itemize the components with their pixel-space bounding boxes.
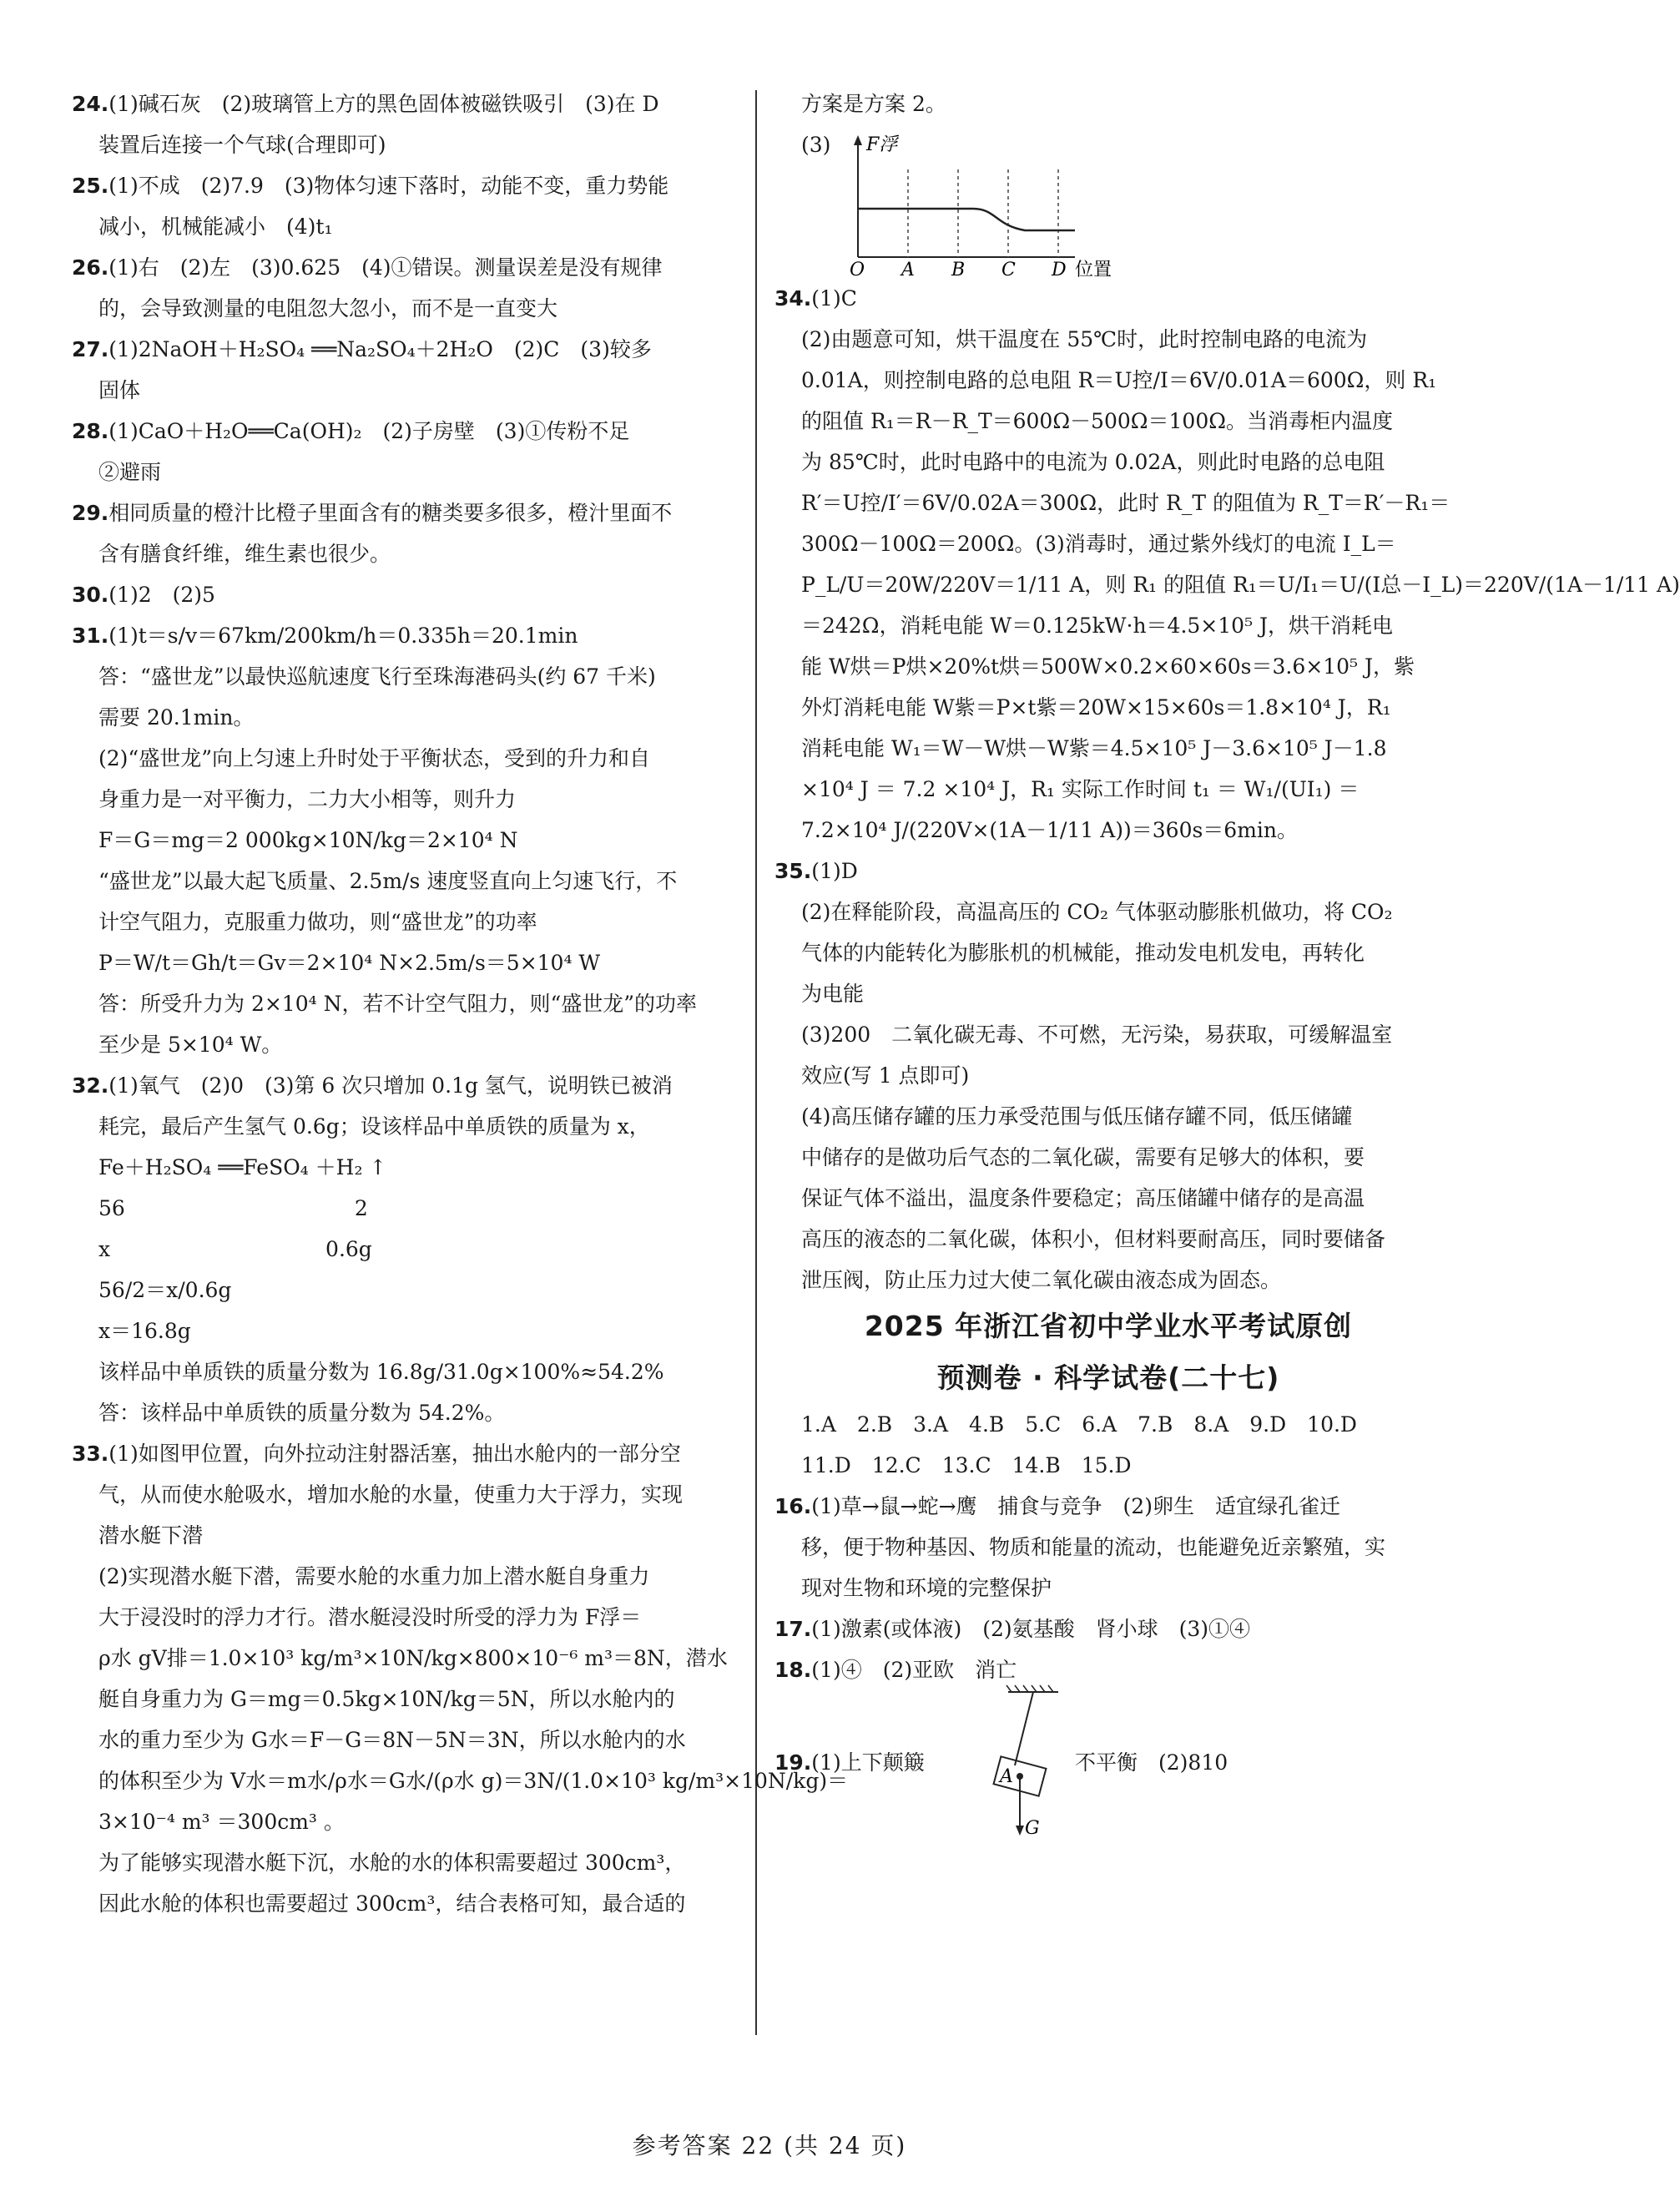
- question-number: 26.: [72, 255, 109, 280]
- answer-text: (1)氧气 (2)0 (3)第 6 次只增加 0.1g 氢气，说明铁已被消: [108, 1073, 673, 1098]
- answer-line: [774, 1219, 1442, 1260]
- answer-text: 因此水舱的体积也需要超过 300cm³，结合表格可知，最合适的: [98, 1891, 686, 1916]
- answer-text: P＝W/t＝Gh/t＝Gv＝2×10⁴ N×2.5m/s＝5×10⁴ W: [98, 951, 601, 975]
- graph-point-c: C: [1001, 260, 1016, 280]
- answer-line: [774, 564, 1680, 605]
- answer-text: R′＝U控/I′＝6V/0.02A＝300Ω，此时 R_T 的阻值为 R_T＝R′－R₁＝: [801, 491, 1450, 515]
- graph-point-b: B: [951, 260, 966, 280]
- answer-line: [774, 523, 1442, 564]
- answer-text: 能 W烘＝P烘×20%t烘＝500W×0.2×60×60s＝3.6×10⁵ J，紫: [801, 654, 1415, 679]
- answer-line: [72, 901, 739, 942]
- answer-line: [774, 1137, 1442, 1178]
- answer-text: (3): [801, 133, 831, 157]
- question-line: [774, 278, 1442, 319]
- answer-text: 需要 20.1min。: [98, 705, 255, 730]
- answer-text: 现对生物和环境的完整保护: [801, 1576, 1052, 1600]
- answer-text: 答：该样品中单质铁的质量分数为 54.2%。: [98, 1401, 506, 1425]
- answer-text: 300Ω－100Ω＝200Ω。(3)消毒时，通过紫外线灯的电流 I_L＝: [801, 532, 1396, 556]
- answer-text: (1)草→鼠→蛇→鹰 捕食与竞争 (2)卵生 适宜绿孔雀迁: [811, 1494, 1340, 1518]
- answer-text: x 0.6g: [98, 1237, 372, 1261]
- answer-text: 外灯消耗电能 W紫＝P×t紫＝20W×15×60s＝1.8×10⁴ J，R₁: [801, 695, 1391, 720]
- answer-line: [774, 1527, 1442, 1568]
- question-line: [774, 1649, 1442, 1690]
- question-19: [774, 1690, 1442, 1849]
- answer-line: [774, 1178, 1442, 1219]
- answer-text: 的，会导致测量的电阻忽大忽小，而不是一直变大: [98, 296, 558, 321]
- question-line: [72, 574, 739, 615]
- answer-line: [774, 1404, 1442, 1445]
- answer-text: 7.2×10⁴ J/(220V×(1A－1/11 A))＝360s＝6min。: [801, 818, 1299, 842]
- answer-line: [72, 1638, 739, 1679]
- answer-text: “盛世龙”以最大起飞质量、2.5m/s 速度竖直向上匀速飞行，不: [98, 869, 678, 893]
- answer-line: [774, 360, 1442, 401]
- answer-text: 身重力是一对平衡力，二力大小相等，则升力: [98, 787, 517, 811]
- graph-point-d: D: [1052, 260, 1067, 280]
- answer-line: [72, 124, 739, 165]
- question-number: 29.: [72, 501, 109, 525]
- answer-line: [774, 687, 1442, 728]
- question-number: 17.: [774, 1617, 812, 1641]
- answer-line: [72, 1147, 739, 1188]
- answer-line: [774, 1096, 1442, 1137]
- answer-line: [774, 728, 1442, 769]
- answer-text: 装置后连接一个气球(合理即可): [98, 133, 386, 157]
- question-number: 24.: [72, 92, 109, 116]
- answer-text: P_L/U＝20W/220V＝1/11 A，则 R₁ 的阻值 R₁＝U/I₁＝U/(I总－I_L)＝220V/(1A－1/11 A): [801, 573, 1680, 597]
- answer-text: 潜水艇下潜: [98, 1523, 204, 1548]
- answer-line: [72, 1311, 739, 1351]
- answer-line: [774, 810, 1442, 851]
- answer-text: (1)CaO＋H₂O══Ca(OH)₂ (2)子房壁 (3)①传粉不足: [108, 419, 630, 443]
- answer-line: [72, 1229, 739, 1270]
- buoyancy-position-graph: [825, 132, 1175, 278]
- question-number: 25.: [72, 174, 109, 198]
- graph-origin: O: [850, 260, 865, 280]
- graph-y-label: F浮: [866, 134, 898, 155]
- question-number: 31.: [72, 624, 109, 648]
- answer-text: 1.A 2.B 3.A 4.B 5.C 6.A 7.B 8.A 9.D 10.D: [801, 1412, 1357, 1437]
- answer-text: (1)不成 (2)7.9 (3)物体匀速下落时，动能不变，重力势能: [108, 174, 669, 198]
- answer-line: [72, 656, 739, 697]
- answer-line: [72, 1188, 739, 1229]
- question-number: 16.: [774, 1494, 812, 1518]
- answer-text: Fe＋H₂SO₄ ══FeSO₄ ＋H₂ ↑: [98, 1155, 387, 1179]
- answer-text: 含有膳食纤维，维生素也很少。: [98, 542, 391, 566]
- answer-text: 水的重力至少为 G水＝F－G＝8N－5N＝3N，所以水舱内的水: [98, 1728, 686, 1752]
- answer-line: [72, 1515, 739, 1556]
- answer-text: ＝242Ω，消耗电能 W＝0.125kW·h＝4.5×10⁵ J，烘干消耗电: [801, 614, 1394, 638]
- answer-text: (1)激素(或体液) (2)氨基酸 肾小球 (3)①④: [811, 1617, 1251, 1641]
- answer-text: (1)2 (2)5: [108, 583, 215, 607]
- answer-line: [72, 1801, 739, 1842]
- answer-line: [774, 1055, 1442, 1096]
- answer-text: 至少是 5×10⁴ W。: [98, 1033, 283, 1057]
- q19-answer-1: (1)上下颠簸: [811, 1750, 925, 1775]
- answer-text: (3)200 二氧化碳无毒、不可燃，无污染，易获取，可缓解温室: [801, 1023, 1393, 1047]
- answer-text: 艇自身重力为 G＝mg＝0.5kg×10N/kg＝5N，所以水舱内的: [98, 1687, 675, 1711]
- answer-text: 答：“盛世龙”以最快巡航速度飞行至珠海港码头(约 67 千米): [98, 664, 656, 689]
- answer-text: 大于浸没时的浮力才行。潜水艇浸没时所受的浮力为 F浮＝: [98, 1605, 642, 1629]
- answer-line: [774, 401, 1442, 442]
- section-title-line-2: 预测卷 · 科学试卷(二十七): [936, 1361, 1280, 1394]
- question-line: [72, 329, 739, 370]
- question-line: [72, 165, 739, 206]
- page-footer: 参考答案 22 (共 24 页): [632, 2132, 907, 2159]
- question-line: [72, 411, 739, 452]
- answer-text: 高压的液态的二氧化碳，体积小，但材料要耐高压，同时要储备: [801, 1227, 1386, 1251]
- answer-line: [72, 370, 739, 411]
- answer-text: x＝16.8g: [98, 1319, 191, 1343]
- question-number: 18.: [774, 1658, 812, 1682]
- answer-line: [774, 932, 1442, 973]
- question-line: [774, 1486, 1442, 1527]
- question-line: [72, 492, 739, 533]
- answer-text: 气，从而使水舱吸水，增加水舱的水量，使重力大于浮力，实现: [98, 1482, 684, 1507]
- question-line: [72, 83, 739, 124]
- answer-text: (4)高压储存罐的压力承受范围与低压储存罐不同，低压储罐: [801, 1104, 1353, 1129]
- answer-text: 56/2＝x/0.6g: [98, 1278, 232, 1302]
- answer-text: 相同质量的橙汁比橙子里面含有的糖类要多很多，橙汁里面不: [108, 501, 673, 525]
- answer-line: [72, 1597, 739, 1638]
- answer-text: 56 2: [98, 1196, 368, 1220]
- answer-line: [72, 983, 739, 1024]
- question-number: 30.: [72, 583, 109, 607]
- answer-line: [72, 1883, 739, 1924]
- answer-text: 为 85℃时，此时电路中的电流为 0.02A，则此时电路的总电阻: [801, 450, 1385, 474]
- answer-text: 为了能够实现潜水艇下沉，水舱的水的体积需要超过 300cm³，: [98, 1851, 686, 1875]
- answer-line: [774, 1445, 1442, 1486]
- answer-text: 消耗电能 W₁＝W－W烘－W紫＝4.5×10⁵ J－3.6×10⁵ J－1.8: [801, 736, 1387, 760]
- answer-text: 效应(写 1 点即可): [801, 1063, 970, 1088]
- answer-text: (1)t＝s/v＝67km/200km/h＝0.335h＝20.1min: [108, 624, 578, 648]
- answer-text: F＝G＝mg＝2 000kg×10N/kg＝2×10⁴ N: [98, 828, 518, 852]
- answer-text: (1)④ (2)亚欧 消亡: [811, 1658, 1017, 1682]
- answer-text: ρ水 gV排＝1.0×10³ kg/m³×10N/kg×800×10⁻⁶ m³＝8N，潜水: [98, 1646, 728, 1670]
- answer-line: [72, 1270, 739, 1311]
- question-number: 19.: [774, 1750, 812, 1775]
- graph-point-a: A: [901, 260, 915, 280]
- question-line: [774, 1609, 1442, 1649]
- graph-curve: [858, 209, 1075, 230]
- section-title: [774, 1300, 1442, 1404]
- answer-line: [72, 1392, 739, 1433]
- answer-line: [774, 1260, 1442, 1300]
- answer-text: 移，便于物种基因、物质和能量的流动，也能避免近亲繁殖，实: [801, 1535, 1386, 1559]
- graph-x-label: 位置: [1075, 260, 1112, 280]
- answer-text: (2)“盛世龙”向上匀速上升时处于平衡状态，受到的升力和自: [98, 746, 650, 770]
- answer-line: [774, 646, 1442, 687]
- answer-line: [72, 1474, 739, 1515]
- question-number: 34.: [774, 286, 812, 311]
- answer-line: [72, 1351, 739, 1392]
- answer-line: [72, 1106, 739, 1147]
- answer-line: [774, 442, 1442, 482]
- answer-line: [72, 942, 739, 983]
- answer-text: (1)碱石灰 (2)玻璃管上方的黑色固体被磁铁吸引 (3)在 D: [108, 92, 659, 116]
- answer-line: [72, 452, 739, 492]
- answer-text: (1)C: [811, 286, 857, 311]
- svg-text:A: A: [1000, 1766, 1013, 1787]
- answer-line: [72, 697, 739, 738]
- answer-line: [774, 1014, 1442, 1055]
- answer-text: 的阻值 R₁＝R－R_T＝600Ω－500Ω＝100Ω。当消毒柜内温度: [801, 409, 1393, 433]
- answer-line: [72, 1842, 739, 1883]
- q19-answer-2: 不平衡 (2)810: [1075, 1750, 1228, 1775]
- answer-line: [72, 1024, 739, 1065]
- answer-text: (1)2NaOH＋H₂SO₄ ══Na₂SO₄＋2H₂O (2)C (3)较多: [108, 337, 652, 361]
- answer-text: 固体: [98, 378, 141, 402]
- answer-line: [72, 288, 739, 329]
- answer-line: [774, 769, 1442, 810]
- answer-text: 耗完，最后产生氢气 0.6g；设该样品中单质铁的质量为 x，: [98, 1114, 650, 1139]
- answer-line: [72, 206, 739, 247]
- question-number: 33.: [72, 1442, 109, 1466]
- answer-line: [72, 820, 739, 861]
- answer-line: [774, 891, 1442, 932]
- answer-text: 3×10⁻⁴ m³ ＝300cm³ 。: [98, 1810, 345, 1834]
- answer-text: (1)如图甲位置，向外拉动注射器活塞，抽出水舱内的一部分空: [108, 1442, 681, 1466]
- answer-text: ×10⁴ J ＝ 7.2 ×10⁴ J，R₁ 实际工作时间 t₁ ＝ W₁/(UI₁) ＝: [801, 777, 1360, 801]
- answer-line: [72, 1679, 739, 1720]
- answer-text: 计空气阻力，克服重力做功，则“盛世龙”的功率: [98, 910, 537, 934]
- answer-line: [72, 779, 739, 820]
- answer-line: [72, 738, 739, 779]
- question-line: [72, 615, 739, 656]
- answer-text: 减小，机械能减小 (4)t₁: [98, 215, 333, 239]
- question-line: [72, 1433, 739, 1474]
- answer-line: [72, 1720, 739, 1760]
- answer-text: (2)实现潜水艇下潜，需要水舱的水重力加上潜水艇自身重力: [98, 1564, 650, 1588]
- column-divider: [755, 90, 757, 2035]
- pendulum-diagram: [925, 1682, 1058, 1841]
- graph-y-arrow: [854, 135, 862, 145]
- answer-text: 中储存的是做功后气态的二氧化碳，需要有足够大的体积，要: [801, 1145, 1365, 1169]
- question-number: 27.: [72, 337, 109, 361]
- answer-text: 方案是方案 2。: [801, 92, 946, 116]
- answer-text: (2)在释能阶段，高温高压的 CO₂ 气体驱动膨胀机做功，将 CO₂: [801, 900, 1393, 924]
- answer-line: [774, 605, 1442, 646]
- answer-line: [774, 482, 1450, 523]
- answer-text: 0.01A，则控制电路的总电阻 R＝U控/I＝6V/0.01A＝600Ω，则 R₁: [801, 368, 1437, 392]
- question-line: [774, 851, 1442, 891]
- answer-text: (1)D: [811, 859, 858, 883]
- question-number: 35.: [774, 859, 812, 883]
- answer-line: [774, 83, 1442, 124]
- right-column: [774, 83, 1680, 1849]
- answer-text: 气体的内能转化为膨胀机的机械能，推动发电机发电，再转化: [801, 941, 1365, 965]
- answer-text: 保证气体不溢出，温度条件要稳定；高压储罐中储存的是高温: [801, 1186, 1365, 1210]
- answer-text: ②避雨: [98, 460, 162, 484]
- answer-text: 为电能: [801, 982, 865, 1006]
- pendulum-string: [1015, 1692, 1033, 1765]
- section-title-line-1: 2025 年浙江省初中学业水平考试原创: [864, 1310, 1353, 1342]
- answer-line: [774, 1568, 1442, 1609]
- answer-text: 泄压阀，防止压力过大使二氧化碳由液态成为固态。: [801, 1268, 1282, 1292]
- question-line: [72, 247, 739, 288]
- answer-text: 11.D 12.C 13.C 14.B 15.D: [801, 1453, 1132, 1477]
- question-line: [72, 1065, 739, 1106]
- question-number: 32.: [72, 1073, 109, 1098]
- question-number: 28.: [72, 419, 109, 443]
- answer-text: (2)由题意可知，烘干温度在 55℃时，此时控制电路的电流为: [801, 327, 1368, 351]
- answer-line: [72, 533, 739, 574]
- answer-text: 的体积至少为 V水＝m水/ρ水＝G水/(ρ水 g)＝3N/(1.0×10³ kg/m³×10N/kg)＝: [98, 1769, 849, 1793]
- answer-line: [72, 861, 739, 901]
- answer-line: [72, 1556, 739, 1597]
- answer-line: [774, 319, 1442, 360]
- answer-text: 该样品中单质铁的质量分数为 16.8g/31.0g×100%≈54.2%: [98, 1360, 664, 1384]
- answer-text: 答：所受升力为 2×10⁴ N，若不计空气阻力，则“盛世龙”的功率: [98, 992, 698, 1016]
- answer-text: (1)右 (2)左 (3)0.625 (4)①错误。测量误差是没有规律: [108, 255, 663, 280]
- svg-text:G: G: [1025, 1818, 1040, 1839]
- answer-line: [774, 973, 1442, 1014]
